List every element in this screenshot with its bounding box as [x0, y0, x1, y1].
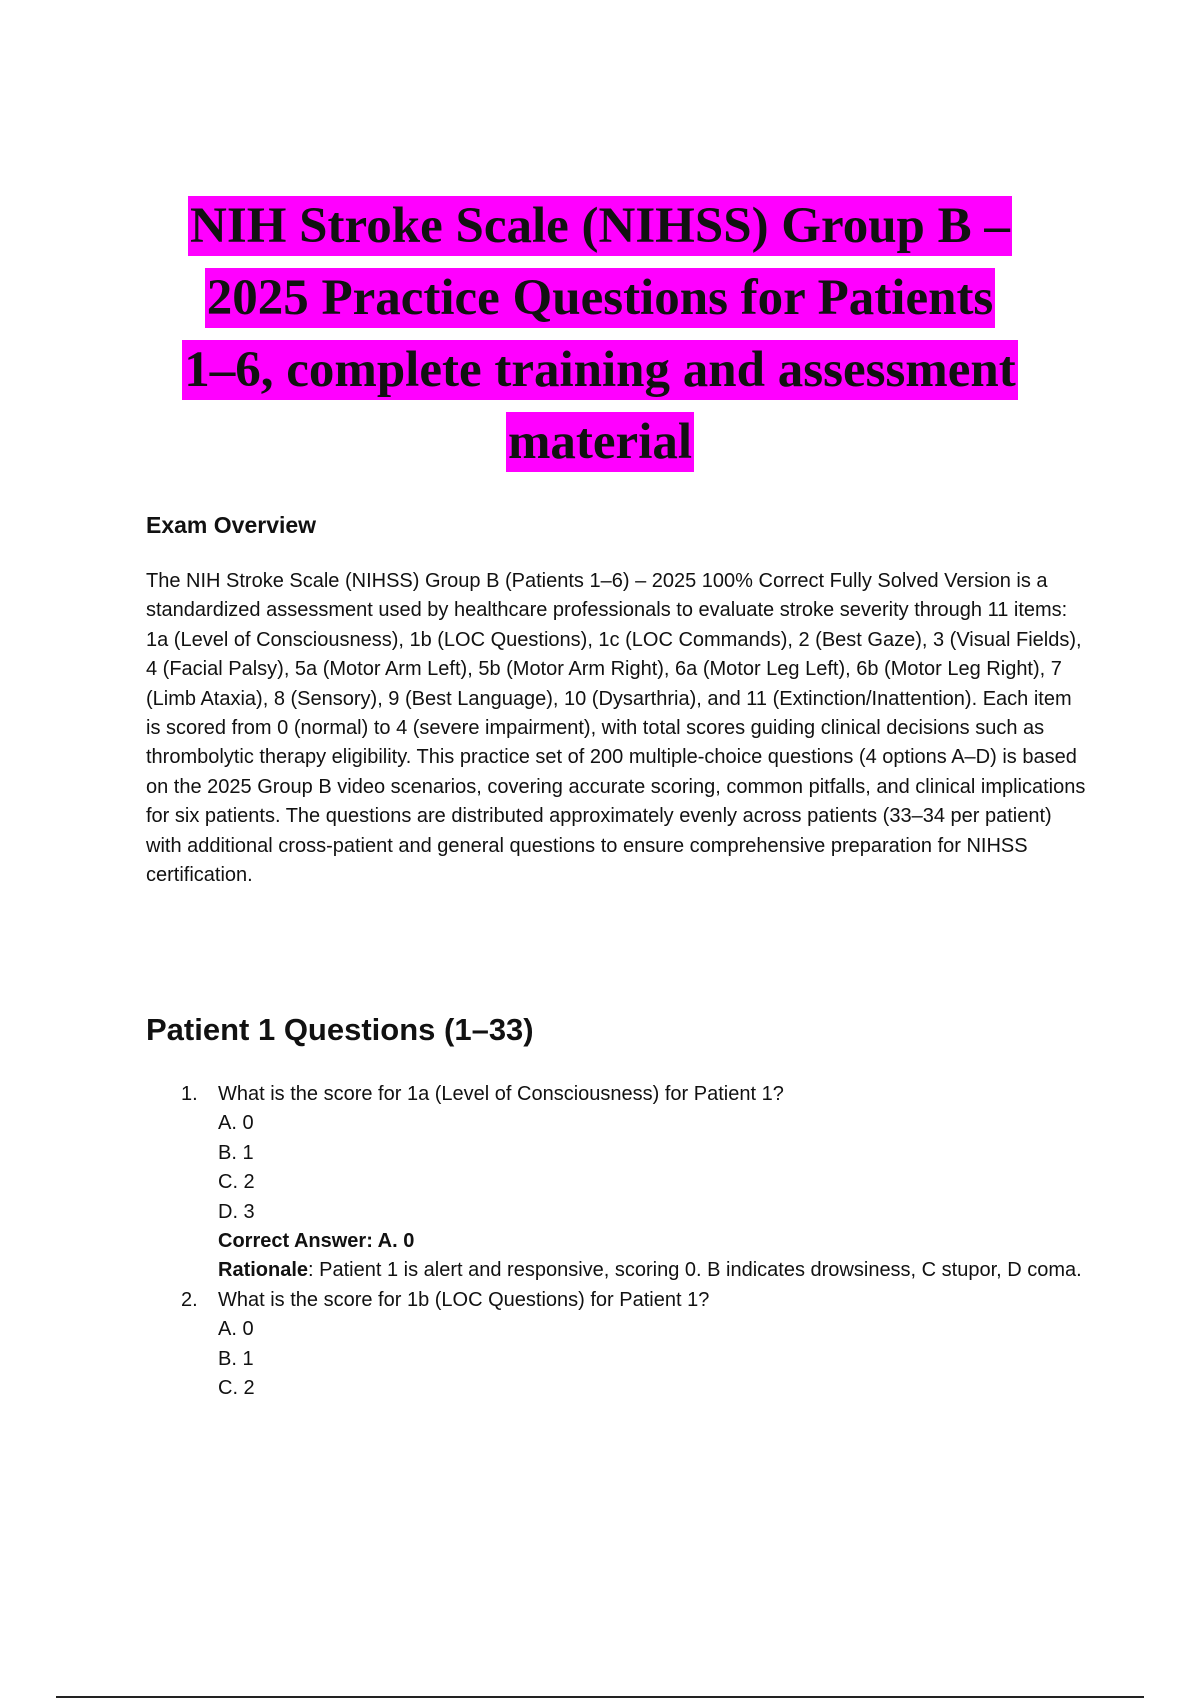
- question-text: What is the score for 1a (Level of Consciousness) for Patient 1?: [218, 1083, 784, 1105]
- option-a: A. 0: [218, 1112, 254, 1135]
- question-text: What is the score for 1b (LOC Questions) for Patient 1?: [218, 1288, 710, 1311]
- document-title: [150, 190, 1050, 478]
- rationale-text: : Patient 1 is alert and responsive, scoring 0. B indicates drowsiness, C stupor, D coma.: [308, 1259, 1082, 1282]
- title-line-1: NIH Stroke Scale (NIHSS) Group B –: [190, 198, 1010, 254]
- footer-divider: [56, 1696, 1144, 1698]
- question-number: 2.: [181, 1288, 198, 1311]
- question-number: 1.: [181, 1083, 198, 1105]
- overview-paragraph: The NIH Stroke Scale (NIHSS) Group B (Patients 1–6) – 2025 100% Correct Fully Solved Version is a standardized assessment used by healthcare professionals to evaluate stroke severity through 11 items: 1a (Level of Consciousness), 1b (LOC Questions), 1c (LOC Commands), 2 (Best Gaze), 3 (Visual Fields), 4 (Facial Palsy), 5a (Motor Arm Left), 5b (Motor Arm Right), 6a (Motor Leg Left), 6b (Motor Leg Right), 7 (Limb Ataxia), 8 (Sensory), 9 (Best Language), 10 (Dysarthria), and 11 (Extinction/Inattention). Each item is scored from 0 (normal) to 4 (severe impairment), with total scores guiding clinical decisions such as thrombolytic therapy eligibility. This practice set of 200 multiple-choice questions (4 options A–D) is based on the 2025 Group B video scenarios, covering accurate scoring, common pitfalls, and clinical implications for six patients. The questions are distributed approximately evenly across patients (33–34 per patient) with additional cross-patient and general questions to ensure comprehensive preparation for NIHSS certification.: [146, 570, 1086, 887]
- rationale: [218, 1256, 1096, 1285]
- rationale-label: Rationale: [218, 1259, 309, 1282]
- option-b: B. 1: [218, 1347, 254, 1370]
- question-item: [146, 1080, 1096, 1286]
- option-d: D. 3: [218, 1200, 255, 1223]
- question-item: [146, 1286, 1096, 1404]
- section-heading: Patient 1 Questions (1–33): [146, 1012, 534, 1047]
- option-c: C. 2: [218, 1171, 255, 1194]
- title-line-2: 2025 Practice Questions for Patients: [206, 270, 994, 326]
- question-list: [146, 1080, 1096, 1403]
- option-b: B. 1: [218, 1141, 254, 1164]
- title-line-4: material: [507, 414, 693, 470]
- correct-answer: Correct Answer: A. 0: [218, 1230, 415, 1253]
- title-line-3: 1–6, complete training and assessment: [184, 342, 1016, 398]
- overview-heading: Exam Overview: [146, 512, 317, 538]
- option-c: C. 2: [218, 1377, 255, 1400]
- option-a: A. 0: [218, 1318, 254, 1341]
